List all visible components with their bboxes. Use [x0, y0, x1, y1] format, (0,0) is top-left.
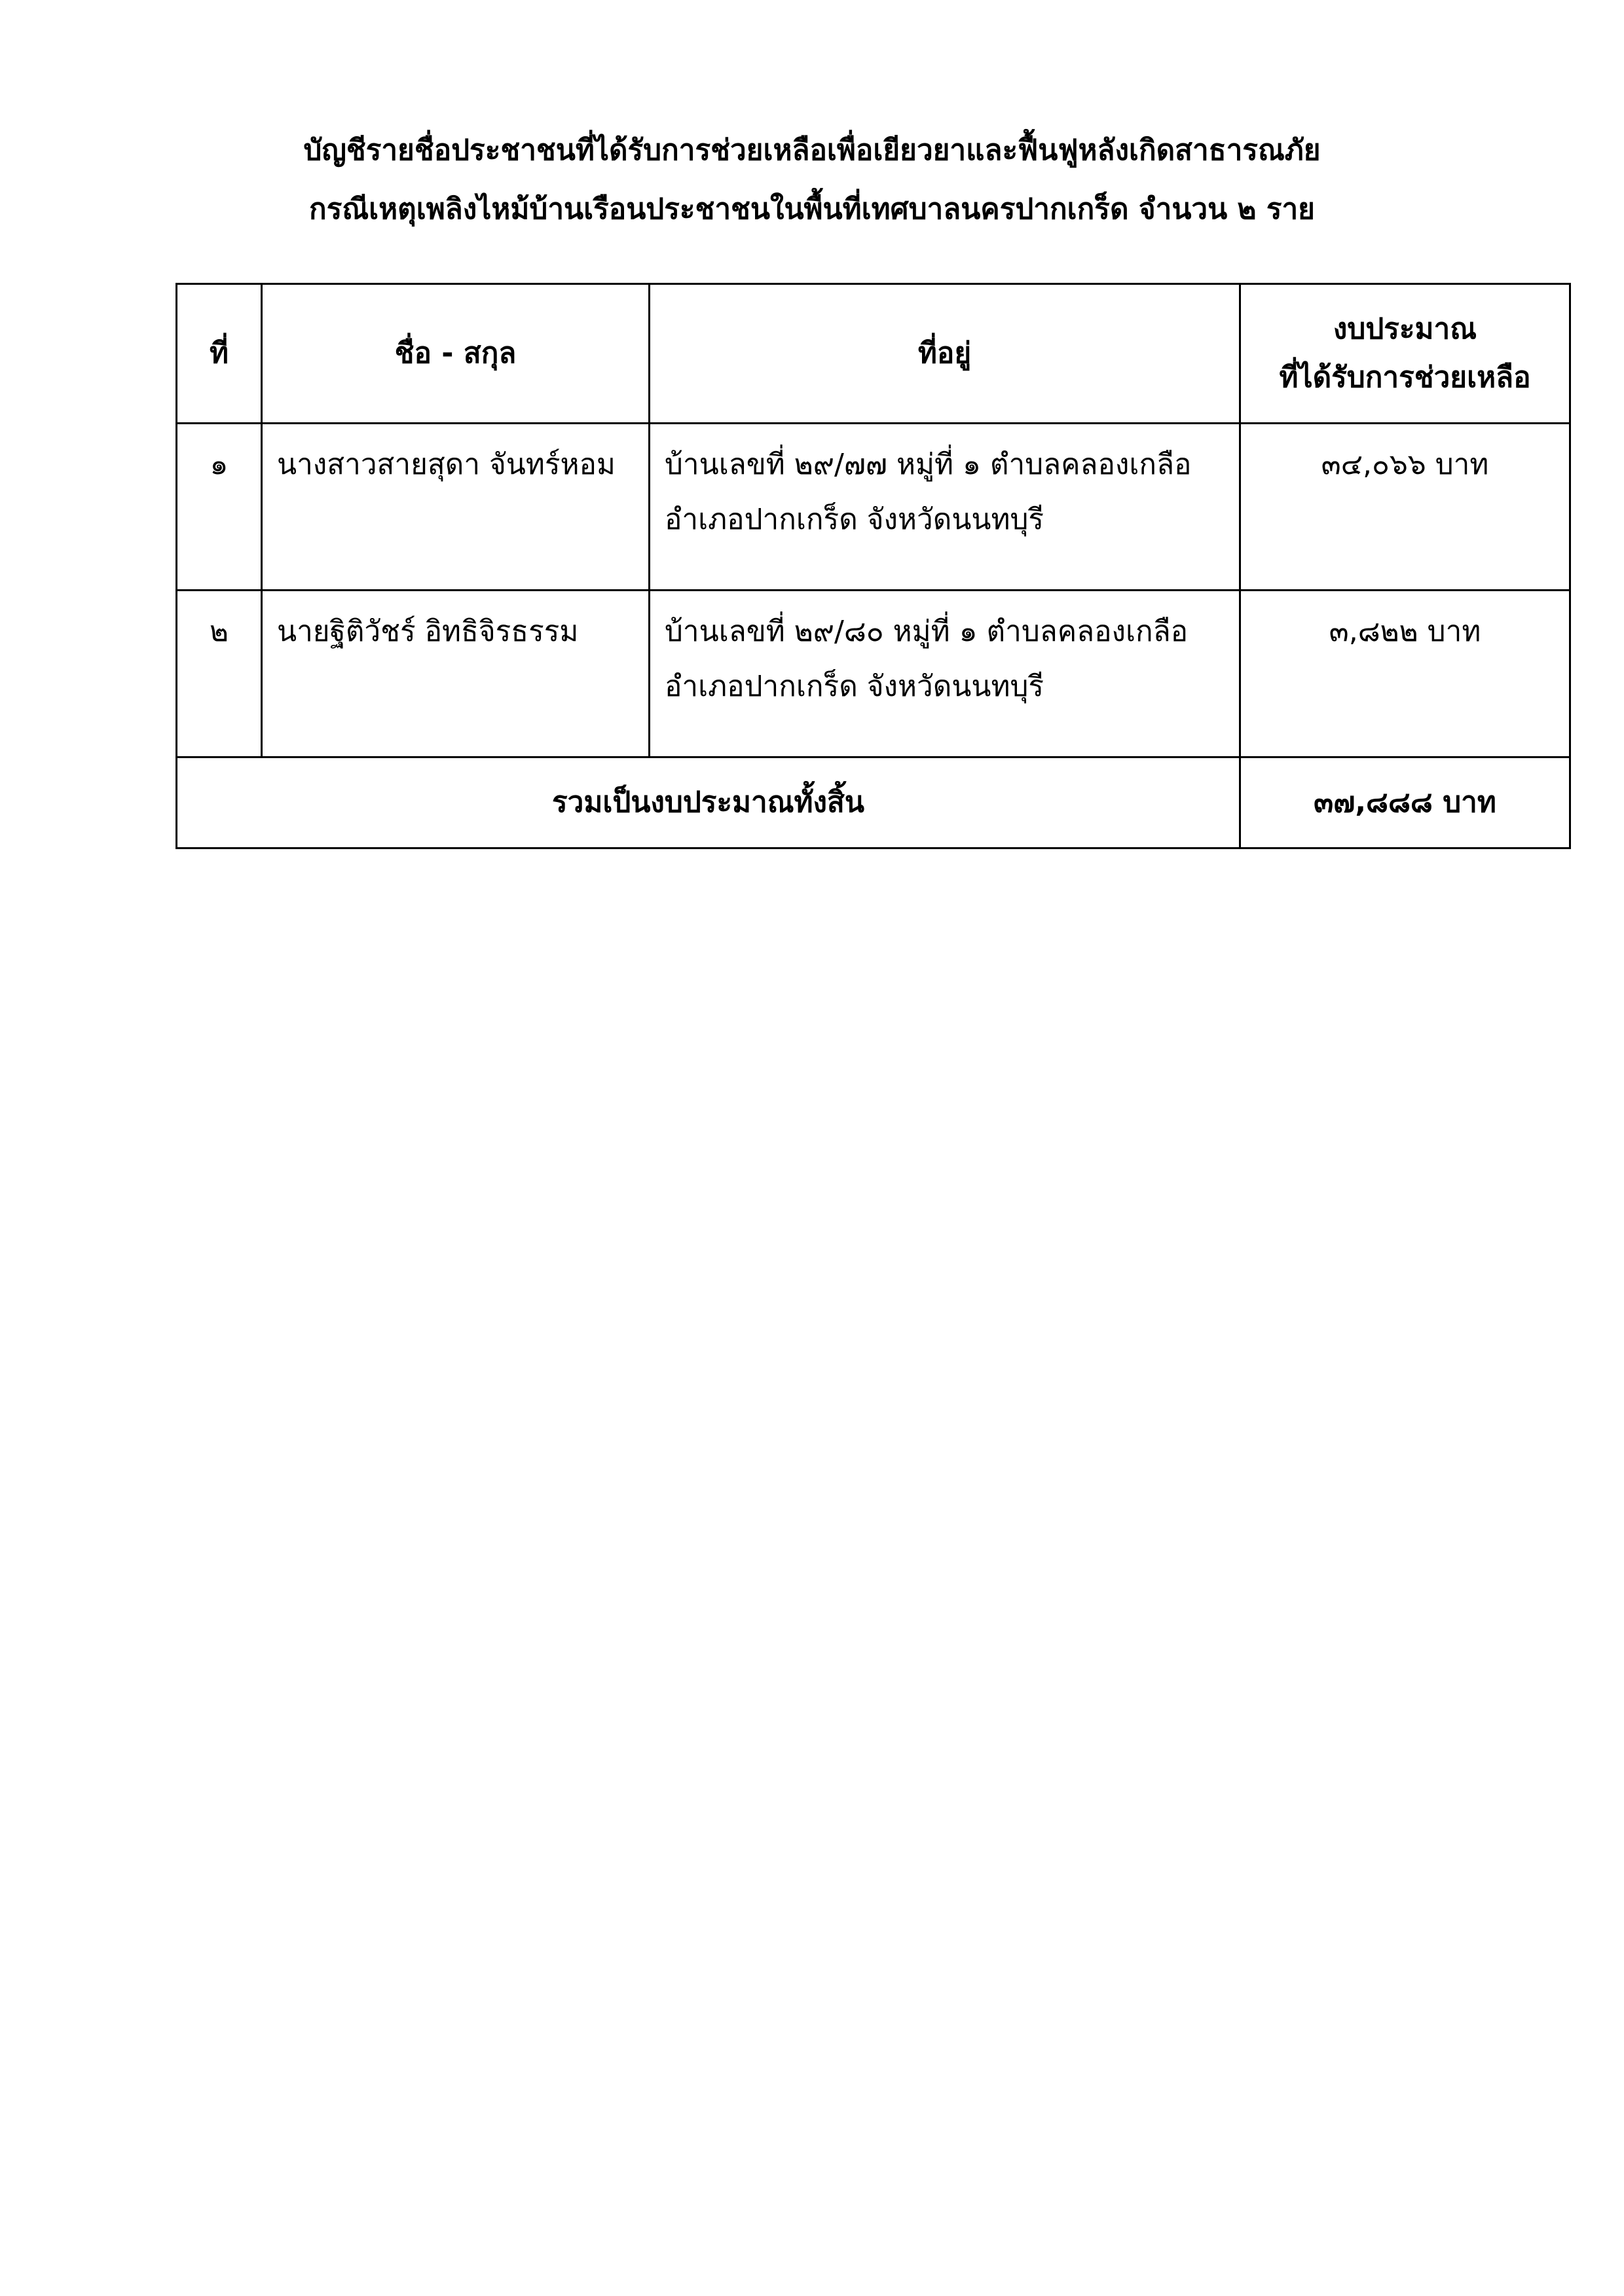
header-address: ที่อยู่	[650, 284, 1240, 424]
total-label: รวมเป็นงบประมาณทั้งสิ้น	[177, 757, 1240, 848]
total-row	[177, 757, 1570, 848]
row-name: นางสาวสายสุดา จันทร์หอม	[262, 424, 650, 591]
row-address-line-1: บ้านเลขที่ ๒๙/๘๐ หมู่ที่ ๑ ตำบลคลองเกลือ	[665, 615, 1189, 648]
beneficiary-table	[175, 283, 1571, 849]
row-address	[650, 424, 1240, 591]
row-number: ๒	[177, 591, 262, 757]
row-amount: ๓๔,๐๖๖ บาท	[1240, 424, 1570, 591]
document-title-line-1: บัญชีรายชื่อประชาชนที่ได้รับการช่วยเหลือเพื่อเยียวยาและฟื้นฟูหลังเกิดสาธารณภัย	[303, 134, 1321, 167]
row-address-line-2: อำเภอปากเกร็ด จังหวัดนนทบุรี	[665, 670, 1044, 703]
total-amount: ๓๗,๘๘๘ บาท	[1240, 757, 1570, 848]
header-budget-line-1: งบประมาณ	[1333, 312, 1477, 346]
row-number: ๑	[177, 424, 262, 591]
table-row	[177, 424, 1570, 591]
row-address-line-1: บ้านเลขที่ ๒๙/๗๗ หมู่ที่ ๑ ตำบลคลองเกลือ	[665, 448, 1192, 481]
header-name: ชื่อ - สกุล	[262, 284, 650, 424]
header-no: ที่	[177, 284, 262, 424]
header-budget	[1240, 284, 1570, 424]
row-name: นายฐิติวัชร์ อิทธิจิรธรรม	[262, 591, 650, 757]
header-budget-line-2: ที่ได้รับการช่วยเหลือ	[1279, 361, 1531, 394]
table-row	[177, 591, 1570, 757]
row-address	[650, 591, 1240, 757]
row-address-line-2: อำเภอปากเกร็ด จังหวัดนนทบุรี	[665, 503, 1044, 536]
table-header-row	[177, 284, 1570, 424]
document-title-line-2: กรณีเหตุเพลิงไหม้บ้านเรือนประชาชนในพื้นที่เทศบาลนครปากเกร็ด จำนวน ๒ ราย	[309, 192, 1315, 226]
row-amount: ๓,๘๒๒ บาท	[1240, 591, 1570, 757]
